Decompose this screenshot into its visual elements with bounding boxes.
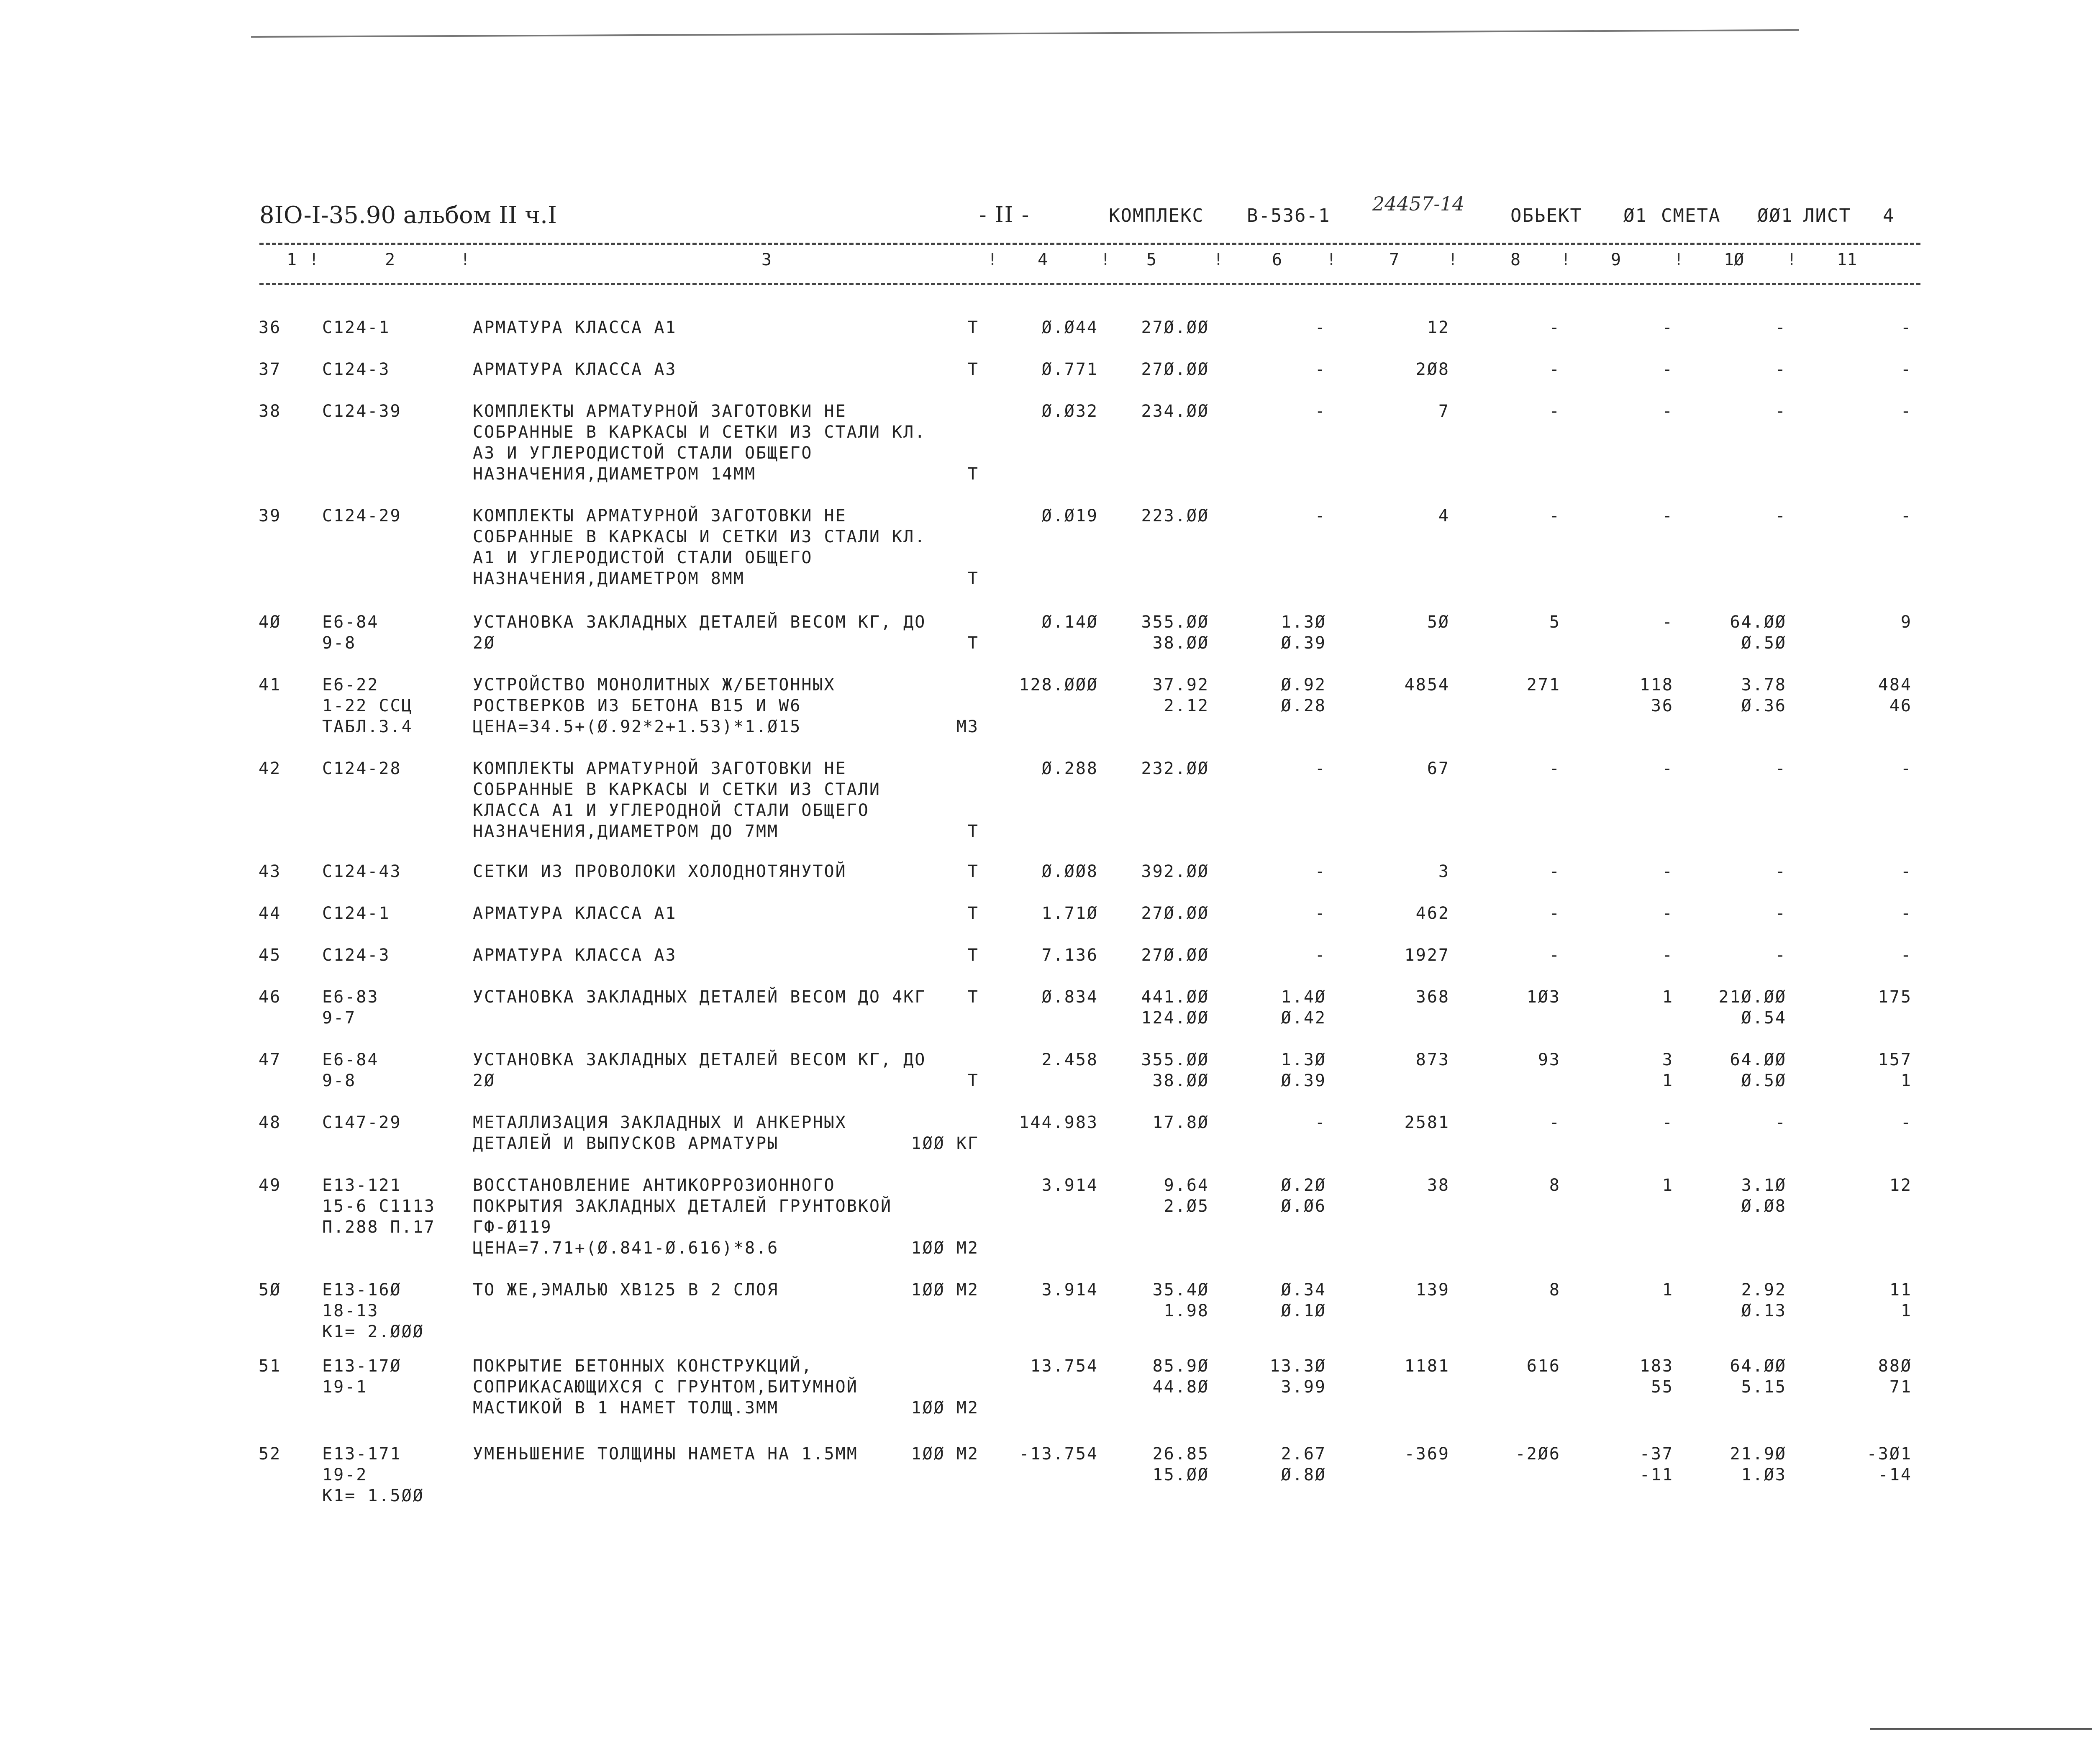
unit-of-measure: 1ØØ М2 <box>911 1444 979 1464</box>
col-7: 4854 <box>1404 675 1450 695</box>
col-7: 139 <box>1415 1280 1450 1300</box>
work-description: ТО ЖЕ,ЭМАЛЬЮ ХВ125 В 2 СЛОЯ 1ØØ М2 <box>473 1280 979 1300</box>
col-11: - <box>1900 360 1912 379</box>
col-8: 271 <box>1526 675 1561 695</box>
unit-price: 26.85 15.ØØ <box>1152 1444 1209 1485</box>
col-11: 9 <box>1900 613 1912 632</box>
col-7: 2581 <box>1404 1113 1450 1132</box>
rate-code: Е6-84 9-8 <box>322 613 379 653</box>
quantity: Ø.14Ø <box>1041 613 1098 632</box>
col-11: - <box>1900 402 1912 421</box>
rate-code: Е6-22 1-22 ССЦ ТАБЛ.3.4 <box>322 675 413 736</box>
unit-price: 232.ØØ <box>1141 759 1209 778</box>
col-10: - <box>1775 904 1787 923</box>
row-number: 51 <box>259 1356 282 1376</box>
quantity: Ø.771 <box>1041 360 1098 379</box>
col-9: 1 <box>1662 987 1674 1007</box>
quantity: 7.136 <box>1041 946 1098 965</box>
col-10: - <box>1775 862 1787 881</box>
unit-of-measure: Т <box>967 360 979 379</box>
rate-code: Е6-84 9-8 <box>322 1050 379 1090</box>
object-number: Ø1 <box>1623 205 1647 226</box>
col-6: 1.3Ø Ø.39 <box>1281 1050 1326 1090</box>
column-header: 7 <box>1389 250 1400 269</box>
col-8: - <box>1549 402 1561 421</box>
col-8: 5 <box>1549 613 1561 632</box>
col-11: - <box>1900 862 1912 881</box>
col-9: - <box>1662 862 1674 881</box>
work-description: АРМАТУРА КЛАССА А1 Т <box>473 904 979 923</box>
unit-of-measure: Т <box>967 464 979 484</box>
col-9: - <box>1662 506 1674 526</box>
unit-price: 392.ØØ <box>1141 862 1209 881</box>
quantity: Ø.288 <box>1041 759 1098 778</box>
row-number: 48 <box>259 1113 282 1132</box>
row-number: 44 <box>259 904 282 923</box>
col-6: - <box>1315 506 1326 526</box>
object-label: ОБЬЕКТ <box>1510 205 1582 226</box>
quantity: 2.458 <box>1041 1050 1098 1069</box>
unit-of-measure: М3 <box>956 717 979 736</box>
col-7: 2Ø8 <box>1415 360 1450 379</box>
unit-price: 441.ØØ 124.ØØ <box>1141 987 1209 1028</box>
col-7: 368 <box>1415 987 1450 1007</box>
work-description: КОМПЛЕКТЫ АРМАТУРНОЙ ЗАГОТОВКИ НЕ СОБРАННЫЕ В КАРКАСЫ И СЕТКИ ИЗ СТАЛИ КЛ. А1 И УГЛЕРОДИСТОЙ СТАЛИ ОБЩЕГО НАЗНАЧЕНИЯ,ДИАМЕТРОМ 8ММ Т <box>473 506 979 588</box>
rate-code: С124-43 <box>322 862 402 881</box>
row-number: 43 <box>259 862 282 881</box>
col-9: - <box>1662 402 1674 421</box>
document-code: 8IO-I-35.90 альбом II ч.I <box>259 202 557 229</box>
rate-code: С124-28 <box>322 759 402 778</box>
col-7: 5Ø <box>1427 613 1450 632</box>
col-7: 1927 <box>1404 946 1450 965</box>
unit-of-measure: Т <box>967 946 979 965</box>
col-6: 2.67 Ø.8Ø <box>1281 1444 1326 1485</box>
col-7: 3 <box>1438 862 1450 881</box>
col-11: - <box>1900 318 1912 337</box>
col-9: - <box>1662 613 1674 632</box>
column-header: 4 <box>1038 250 1048 269</box>
work-description: СЕТКИ ИЗ ПРОВОЛОКИ ХОЛОДНОТЯНУТОЙ Т <box>473 862 979 881</box>
quantity: Ø.ØØ8 <box>1041 862 1098 881</box>
col-6: Ø.34 Ø.1Ø <box>1281 1280 1326 1320</box>
col-7: -369 <box>1404 1444 1450 1464</box>
col-9: 1 <box>1662 1280 1674 1300</box>
col-11: 175 <box>1878 987 1912 1007</box>
work-description: КОМПЛЕКТЫ АРМАТУРНОЙ ЗАГОТОВКИ НЕ СОБРАННЫЕ В КАРКАСЫ И СЕТКИ ИЗ СТАЛИ КЛ. А3 И УГЛЕРОДИСТОЙ СТАЛИ ОБЩЕГО НАЗНАЧЕНИЯ,ДИАМЕТРОМ 14ММ Т <box>473 402 979 484</box>
col-9: - <box>1662 759 1674 778</box>
col-10: 64.ØØ 5.15 <box>1730 1356 1787 1397</box>
col-8: 616 <box>1526 1356 1561 1376</box>
col-8: - <box>1549 318 1561 337</box>
column-header: 2 <box>385 250 395 269</box>
work-description: АРМАТУРА КЛАССА А1 Т <box>473 318 979 337</box>
row-number: 39 <box>259 506 282 526</box>
col-11: - <box>1900 946 1912 965</box>
col-10: - <box>1775 318 1787 337</box>
unit-of-measure: Т <box>967 569 979 588</box>
col-6: - <box>1315 1113 1326 1132</box>
list-label: ЛИСТ <box>1803 205 1851 226</box>
col-6: - <box>1315 318 1326 337</box>
col-8: 8 <box>1549 1280 1561 1300</box>
komplex-label: КОМПЛЕКС <box>1109 205 1204 226</box>
rate-code: Е13-17Ø 19-1 <box>322 1356 402 1397</box>
col-11: 157 1 <box>1878 1050 1912 1090</box>
column-header-row: 1 ! 2 ! 3 ! 4 ! 5 ! 6 ! 7 ! 8 ! 9 ! 1Ø ! 11 <box>287 250 1857 269</box>
col-7: 67 <box>1427 759 1450 778</box>
row-number: 52 <box>259 1444 282 1464</box>
unit-of-measure: 1ØØ М2 <box>911 1398 979 1418</box>
row-number: 45 <box>259 946 282 965</box>
col-7: 1181 <box>1404 1356 1450 1376</box>
col-7: 462 <box>1415 904 1450 923</box>
work-description: УСТРОЙСТВО МОНОЛИТНЫХ Ж/БЕТОННЫХ РОСТВЕРКОВ ИЗ БЕТОНА В15 И W6 ЦЕНА=34.5+(Ø.92*2+1.53)*1.Ø15 М3 <box>473 675 979 736</box>
col-6: 1.4Ø Ø.42 <box>1281 987 1326 1028</box>
rate-code: Е13-171 19-2 К1= 1.5ØØ <box>322 1444 424 1505</box>
col-9: - <box>1662 904 1674 923</box>
col-10: 3.78 Ø.36 <box>1741 675 1787 715</box>
unit-price: 17.8Ø <box>1152 1113 1209 1132</box>
col-11: 88Ø 71 <box>1878 1356 1912 1397</box>
col-10: 21Ø.ØØ Ø.54 <box>1718 987 1787 1028</box>
unit-price: 37.92 2.12 <box>1152 675 1209 715</box>
unit-price: 35.4Ø 1.98 <box>1152 1280 1209 1320</box>
unit-price: 234.ØØ <box>1141 402 1209 421</box>
col-6: Ø.2Ø Ø.Ø6 <box>1281 1176 1326 1216</box>
col-8: - <box>1549 862 1561 881</box>
row-number: 36 <box>259 318 282 337</box>
unit-of-measure: Т <box>967 633 979 653</box>
column-header: 1Ø <box>1724 250 1744 269</box>
quantity: 144.983 <box>1019 1113 1098 1132</box>
column-header: 8 <box>1510 250 1521 269</box>
col-8: 93 <box>1538 1050 1561 1069</box>
col-6: - <box>1315 759 1326 778</box>
quantity: 3.914 <box>1041 1176 1098 1195</box>
col-11: - <box>1900 506 1912 526</box>
col-8: - <box>1549 759 1561 778</box>
col-10: - <box>1775 360 1787 379</box>
col-9: -37 -11 <box>1639 1444 1674 1485</box>
unit-price: 27Ø.ØØ <box>1141 360 1209 379</box>
rate-code: С124-3 <box>322 360 390 379</box>
quantity: 3.914 <box>1041 1280 1098 1300</box>
quantity: Ø.Ø44 <box>1041 318 1098 337</box>
col-10: 64.ØØ Ø.5Ø <box>1730 1050 1787 1090</box>
quantity: Ø.Ø19 <box>1041 506 1098 526</box>
row-number: 47 <box>259 1050 282 1069</box>
col-11: -3Ø1 -14 <box>1866 1444 1912 1485</box>
rate-code: С124-39 <box>322 402 402 421</box>
row-number: 38 <box>259 402 282 421</box>
col-9: - <box>1662 946 1674 965</box>
column-header: 6 <box>1272 250 1282 269</box>
quantity: Ø.Ø32 <box>1041 402 1098 421</box>
col-6: - <box>1315 946 1326 965</box>
rate-code: С124-29 <box>322 506 402 526</box>
unit-of-measure: 1ØØ КГ <box>911 1134 979 1153</box>
column-header: 1 <box>287 250 297 269</box>
unit-of-measure: Т <box>967 318 979 337</box>
unit-price: 27Ø.ØØ <box>1141 904 1209 923</box>
col-11: 12 <box>1889 1176 1912 1195</box>
unit-of-measure: Т <box>967 1071 979 1090</box>
col-10: - <box>1775 759 1787 778</box>
col-9: 118 36 <box>1639 675 1674 715</box>
col-8: - <box>1549 506 1561 526</box>
row-number: 46 <box>259 987 282 1007</box>
row-number: 41 <box>259 675 282 695</box>
rate-code: С124-3 <box>322 946 390 965</box>
quantity: -13.754 <box>1019 1444 1098 1464</box>
col-6: - <box>1315 904 1326 923</box>
col-10: - <box>1775 402 1787 421</box>
row-number: 42 <box>259 759 282 778</box>
unit-price: 223.ØØ <box>1141 506 1209 526</box>
work-description: МЕТАЛЛИЗАЦИЯ ЗАКЛАДНЫХ И АНКЕРНЫХ ДЕТАЛЕЙ И ВЫПУСКОВ АРМАТУРЫ 1ØØ КГ <box>473 1113 979 1153</box>
row-number: 4Ø <box>259 613 282 632</box>
col-7: 12 <box>1427 318 1450 337</box>
unit-price: 27Ø.ØØ <box>1141 946 1209 965</box>
col-7: 873 <box>1415 1050 1450 1069</box>
unit-of-measure: Т <box>967 904 979 923</box>
rate-code: С147-29 <box>322 1113 402 1132</box>
unit-price: 355.ØØ 38.ØØ <box>1141 1050 1209 1090</box>
col-7: 4 <box>1438 506 1450 526</box>
quantity: 128.ØØØ <box>1019 675 1098 695</box>
col-10: - <box>1775 1113 1787 1132</box>
col-6: - <box>1315 862 1326 881</box>
quantity: Ø.834 <box>1041 987 1098 1007</box>
col-9: - <box>1662 318 1674 337</box>
col-8: 8 <box>1549 1176 1561 1195</box>
quantity: 1.71Ø <box>1041 904 1098 923</box>
row-number: 37 <box>259 360 282 379</box>
work-description: УСТАНОВКА ЗАКЛАДНЫХ ДЕТАЛЕЙ ВЕСОМ КГ, ДО 2Ø Т <box>473 1050 979 1090</box>
work-description: КОМПЛЕКТЫ АРМАТУРНОЙ ЗАГОТОВКИ НЕ СОБРАННЫЕ В КАРКАСЫ И СЕТКИ ИЗ СТАЛИ КЛАССА А1 И УГЛЕРОДНОЙ СТАЛИ ОБЩЕГО НАЗНАЧЕНИЯ,ДИАМЕТРОМ ДО 7ММ Т <box>473 759 979 841</box>
rate-code: Е6-83 9-7 <box>322 987 379 1028</box>
col-8: -2Ø6 <box>1515 1444 1561 1464</box>
list-number: 4 <box>1883 205 1895 226</box>
unit-of-measure: Т <box>967 822 979 841</box>
col-9: 1 <box>1662 1176 1674 1195</box>
col-9: - <box>1662 360 1674 379</box>
col-7: 38 <box>1427 1176 1450 1195</box>
rate-code: Е13-16Ø 18-13 К1= 2.ØØØ <box>322 1280 424 1341</box>
col-9: 183 55 <box>1639 1356 1674 1397</box>
work-description: УСТАНОВКА ЗАКЛАДНЫХ ДЕТАЛЕЙ ВЕСОМ КГ, ДО 2Ø Т <box>473 613 979 653</box>
unit-price: 355.ØØ 38.ØØ <box>1141 613 1209 653</box>
row-number: 49 <box>259 1176 282 1195</box>
page-number: - II - <box>979 203 1030 228</box>
col-10: 3.1Ø Ø.Ø8 <box>1741 1176 1787 1216</box>
komplex-code: В-536-1 <box>1247 205 1331 226</box>
col-9: 3 1 <box>1662 1050 1674 1090</box>
col-11: - <box>1900 759 1912 778</box>
col-8: 1Ø3 <box>1526 987 1561 1007</box>
work-description: ВОССТАНОВЛЕНИЕ АНТИКОРРОЗИОННОГО ПОКРЫТИЯ ЗАКЛАДНЫХ ДЕТАЛЕЙ ГРУНТОВКОЙ ГФ-Ø119 ЦЕНА=7.71+(Ø.841-Ø.616)*8.6 1ØØ М2 <box>473 1176 979 1258</box>
col-10: 2.92 Ø.13 <box>1741 1280 1787 1320</box>
col-8: - <box>1549 1113 1561 1132</box>
column-header: 3 <box>761 250 772 269</box>
col-8: - <box>1549 904 1561 923</box>
rate-code: С124-1 <box>322 318 390 337</box>
smeta-number: ØØ1 <box>1757 205 1793 226</box>
col-8: - <box>1549 360 1561 379</box>
unit-of-measure: Т <box>967 862 979 881</box>
col-6: 13.3Ø 3.99 <box>1269 1356 1326 1397</box>
work-description: ПОКРЫТИЕ БЕТОННЫХ КОНСТРУКЦИЙ, СОПРИКАСАЮЩИХСЯ С ГРУНТОМ,БИТУМНОЙ МАСТИКОЙ В 1 НАМЕТ ТОЛЩ.3ММ 1ØØ М2 <box>473 1356 979 1418</box>
col-6: 1.3Ø Ø.39 <box>1281 613 1326 653</box>
quantity: 13.754 <box>1030 1356 1098 1376</box>
col-6: - <box>1315 360 1326 379</box>
smeta-label: СМЕТА <box>1661 205 1721 226</box>
unit-of-measure: Т <box>967 987 979 1007</box>
rate-code: Е13-121 15-6 С1113 П.288 П.17 <box>322 1176 436 1237</box>
col-11: - <box>1900 1113 1912 1132</box>
row-number: 5Ø <box>259 1280 282 1300</box>
col-10: - <box>1775 946 1787 965</box>
rate-code: С124-1 <box>322 904 390 923</box>
col-10: 64.ØØ Ø.5Ø <box>1730 613 1787 653</box>
work-description: АРМАТУРА КЛАССА А3 Т <box>473 360 979 379</box>
column-header: 11 <box>1837 250 1857 269</box>
work-description: АРМАТУРА КЛАССА А3 Т <box>473 946 979 965</box>
col-11: 11 1 <box>1889 1280 1912 1320</box>
col-11: - <box>1900 904 1912 923</box>
unit-price: 27Ø.ØØ <box>1141 318 1209 337</box>
col-10: 21.9Ø 1.Ø3 <box>1730 1444 1787 1485</box>
col-10: - <box>1775 506 1787 526</box>
unit-price: 85.9Ø 44.8Ø <box>1152 1356 1209 1397</box>
work-description: УСТАНОВКА ЗАКЛАДНЫХ ДЕТАЛЕЙ ВЕСОМ ДО 4КГ Т <box>473 987 979 1007</box>
col-6: Ø.92 Ø.28 <box>1281 675 1326 715</box>
col-8: - <box>1549 946 1561 965</box>
unit-of-measure: 1ØØ М2 <box>911 1280 979 1300</box>
col-7: 7 <box>1438 402 1450 421</box>
handwritten-number: 24457-14 <box>1372 192 1465 215</box>
work-description: УМЕНЬШЕНИЕ ТОЛЩИНЫ НАМЕТА НА 1.5ММ 1ØØ М2 <box>473 1444 979 1464</box>
unit-of-measure: 1ØØ М2 <box>911 1238 979 1258</box>
unit-price: 9.64 2.Ø5 <box>1164 1176 1209 1216</box>
column-header: 9 <box>1611 250 1621 269</box>
col-9: - <box>1662 1113 1674 1132</box>
col-6: - <box>1315 402 1326 421</box>
column-header: 5 <box>1146 250 1157 269</box>
col-11: 484 46 <box>1878 675 1912 715</box>
